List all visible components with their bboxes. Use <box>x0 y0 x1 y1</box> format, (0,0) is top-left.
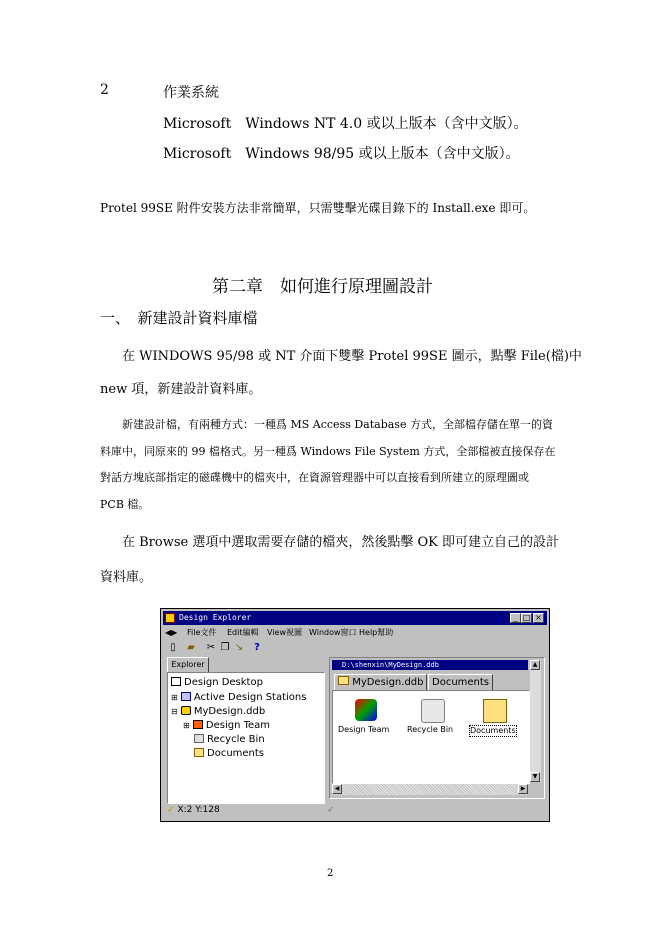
close-button[interactable]: × <box>533 613 544 623</box>
tab-documents[interactable]: Documents <box>428 674 493 691</box>
toolbar <box>163 640 547 656</box>
tree-item-active-design-stations[interactable] <box>171 691 306 705</box>
tree-item-mydesign[interactable] <box>171 705 265 719</box>
explorer-toggle-icon[interactable]: ▯ <box>170 642 176 653</box>
design-explorer-screenshot <box>160 608 550 822</box>
minimize-button[interactable]: _ <box>510 613 521 623</box>
stations-icon <box>181 692 191 701</box>
paragraph-line: 在 Browse 選項中選取需要存儲的檔夾，然後點擊 OK 即可建立自己的設計 <box>122 535 559 550</box>
tree-label: Documents <box>207 748 265 759</box>
chapter-title: 第二章 如何進行原理圖設計 <box>212 277 433 297</box>
open-folder-icon[interactable]: ▰ <box>187 642 195 653</box>
design-team-icon[interactable] <box>355 699 377 721</box>
icon-label: Documents <box>470 726 516 735</box>
folder-icon <box>194 748 204 757</box>
os-item: Microsoft Windows 98/95 或以上版本（含中文版）。 <box>163 146 520 162</box>
paragraph-line: 料庫中，同原來的 99 檔格式。另一種爲 Windows File System 方式，全部檔被直接保存在 <box>100 445 556 458</box>
icon-label: Recycle Bin <box>407 725 454 734</box>
maximize-button[interactable]: □ <box>522 613 531 622</box>
tree-label: Design Team <box>205 720 271 731</box>
tree-label: Active Design Stations <box>193 692 307 703</box>
window-titlebar <box>163 611 547 625</box>
paragraph-line: PCB 檔。 <box>100 498 150 511</box>
scroll-left-icon[interactable]: ◀ <box>332 784 342 794</box>
tree-item-design-desktop[interactable] <box>171 676 263 690</box>
paragraph-line: 對話方塊底部指定的磁碟機中的檔夾中，在資源管理器中可以直接看到所建立的原理圖或 <box>100 471 529 484</box>
status-bar <box>167 803 543 817</box>
expand-plus-icon[interactable]: ⊞ <box>171 693 178 702</box>
status-coordinates: X:2 Y:128 <box>177 805 220 815</box>
menu-window[interactable]: Window窗口 <box>309 628 357 637</box>
paragraph-line: 新建設計檔，有兩種方式：一種爲 MS Access Database 方式，全部檔存儲在單一的資 <box>122 418 553 431</box>
app-icon <box>165 613 175 623</box>
tab-label: MyDesign.ddb <box>352 677 424 688</box>
menu-help[interactable]: Help幫助 <box>359 628 394 637</box>
icon-label: Design Team <box>338 725 390 734</box>
pointer-icon: ➶ <box>327 805 335 815</box>
explorer-tree-panel <box>167 672 325 804</box>
menu-view[interactable]: View視圖 <box>267 628 302 637</box>
section-heading: 一、 新建設計資料庫檔 <box>100 309 258 327</box>
document-window <box>329 657 545 799</box>
menu-file[interactable]: File文件 <box>187 628 217 637</box>
tree-label: MyDesign.ddb <box>193 706 266 717</box>
document-title: D:\shenxin\MyDesign.ddb <box>342 661 439 669</box>
install-note: Protel 99SE 附件安裝方法非常簡單，只需雙擊光碟目錄下的 Install.exe 即可。 <box>100 201 536 215</box>
document-content <box>332 690 530 784</box>
back-arrow-icon[interactable]: ◀▶ <box>165 628 178 637</box>
vertical-scrollbar[interactable] <box>530 660 541 782</box>
explorer-pane <box>167 657 325 803</box>
paragraph-line: 在 WINDOWS 95/98 或 NT 介面下雙擊 Protel 99SE 圖示，點擊 File(檔)中 <box>122 349 582 364</box>
menu-edit[interactable]: Edit編輯 <box>227 628 259 637</box>
tree-label: Recycle Bin <box>207 734 265 745</box>
scroll-down-icon[interactable]: ▼ <box>530 772 540 782</box>
tab-mydesign[interactable] <box>334 674 427 691</box>
desktop-icon <box>171 677 181 686</box>
paragraph-line: new 項，新建設計資料庫。 <box>100 382 262 397</box>
collapse-minus-icon[interactable]: ⊟ <box>171 707 178 716</box>
team-icon <box>193 720 203 729</box>
cursor-arrow-icon: ➶ <box>167 805 175 815</box>
scroll-right-icon[interactable]: ▶ <box>518 784 528 794</box>
tab-explorer[interactable]: Explorer <box>167 657 209 673</box>
cut-icon[interactable]: ✂ <box>206 642 216 653</box>
os-item: Microsoft Windows NT 4.0 或以上版本（含中文版）。 <box>163 116 528 132</box>
menu-bar <box>163 626 547 640</box>
recycle-bin-icon[interactable] <box>421 699 445 723</box>
horizontal-scrollbar[interactable] <box>332 784 528 795</box>
tree-item-recycle-bin[interactable] <box>194 733 265 747</box>
expand-plus-icon[interactable]: ⊞ <box>183 721 190 730</box>
tree-item-documents[interactable] <box>194 747 264 761</box>
tree-label: Design Desktop <box>184 677 263 688</box>
tree-item-design-team[interactable] <box>183 719 270 733</box>
database-icon <box>181 706 191 715</box>
paste-icon[interactable]: ↘ <box>234 642 244 653</box>
copy-icon[interactable]: ❐ <box>220 642 230 653</box>
page-number: 2 <box>327 868 334 879</box>
scroll-up-icon[interactable]: ▲ <box>530 660 540 670</box>
recycle-bin-icon <box>194 734 204 743</box>
section-number: 2 <box>100 82 109 98</box>
window-title: Design Explorer <box>179 613 252 622</box>
documents-folder-icon[interactable] <box>483 699 507 723</box>
document-titlebar <box>332 660 528 670</box>
os-heading: 作業系統 <box>163 85 219 101</box>
help-icon[interactable]: ? <box>254 642 260 653</box>
paragraph-line: 資料庫。 <box>100 570 153 585</box>
folder-icon <box>338 676 349 685</box>
